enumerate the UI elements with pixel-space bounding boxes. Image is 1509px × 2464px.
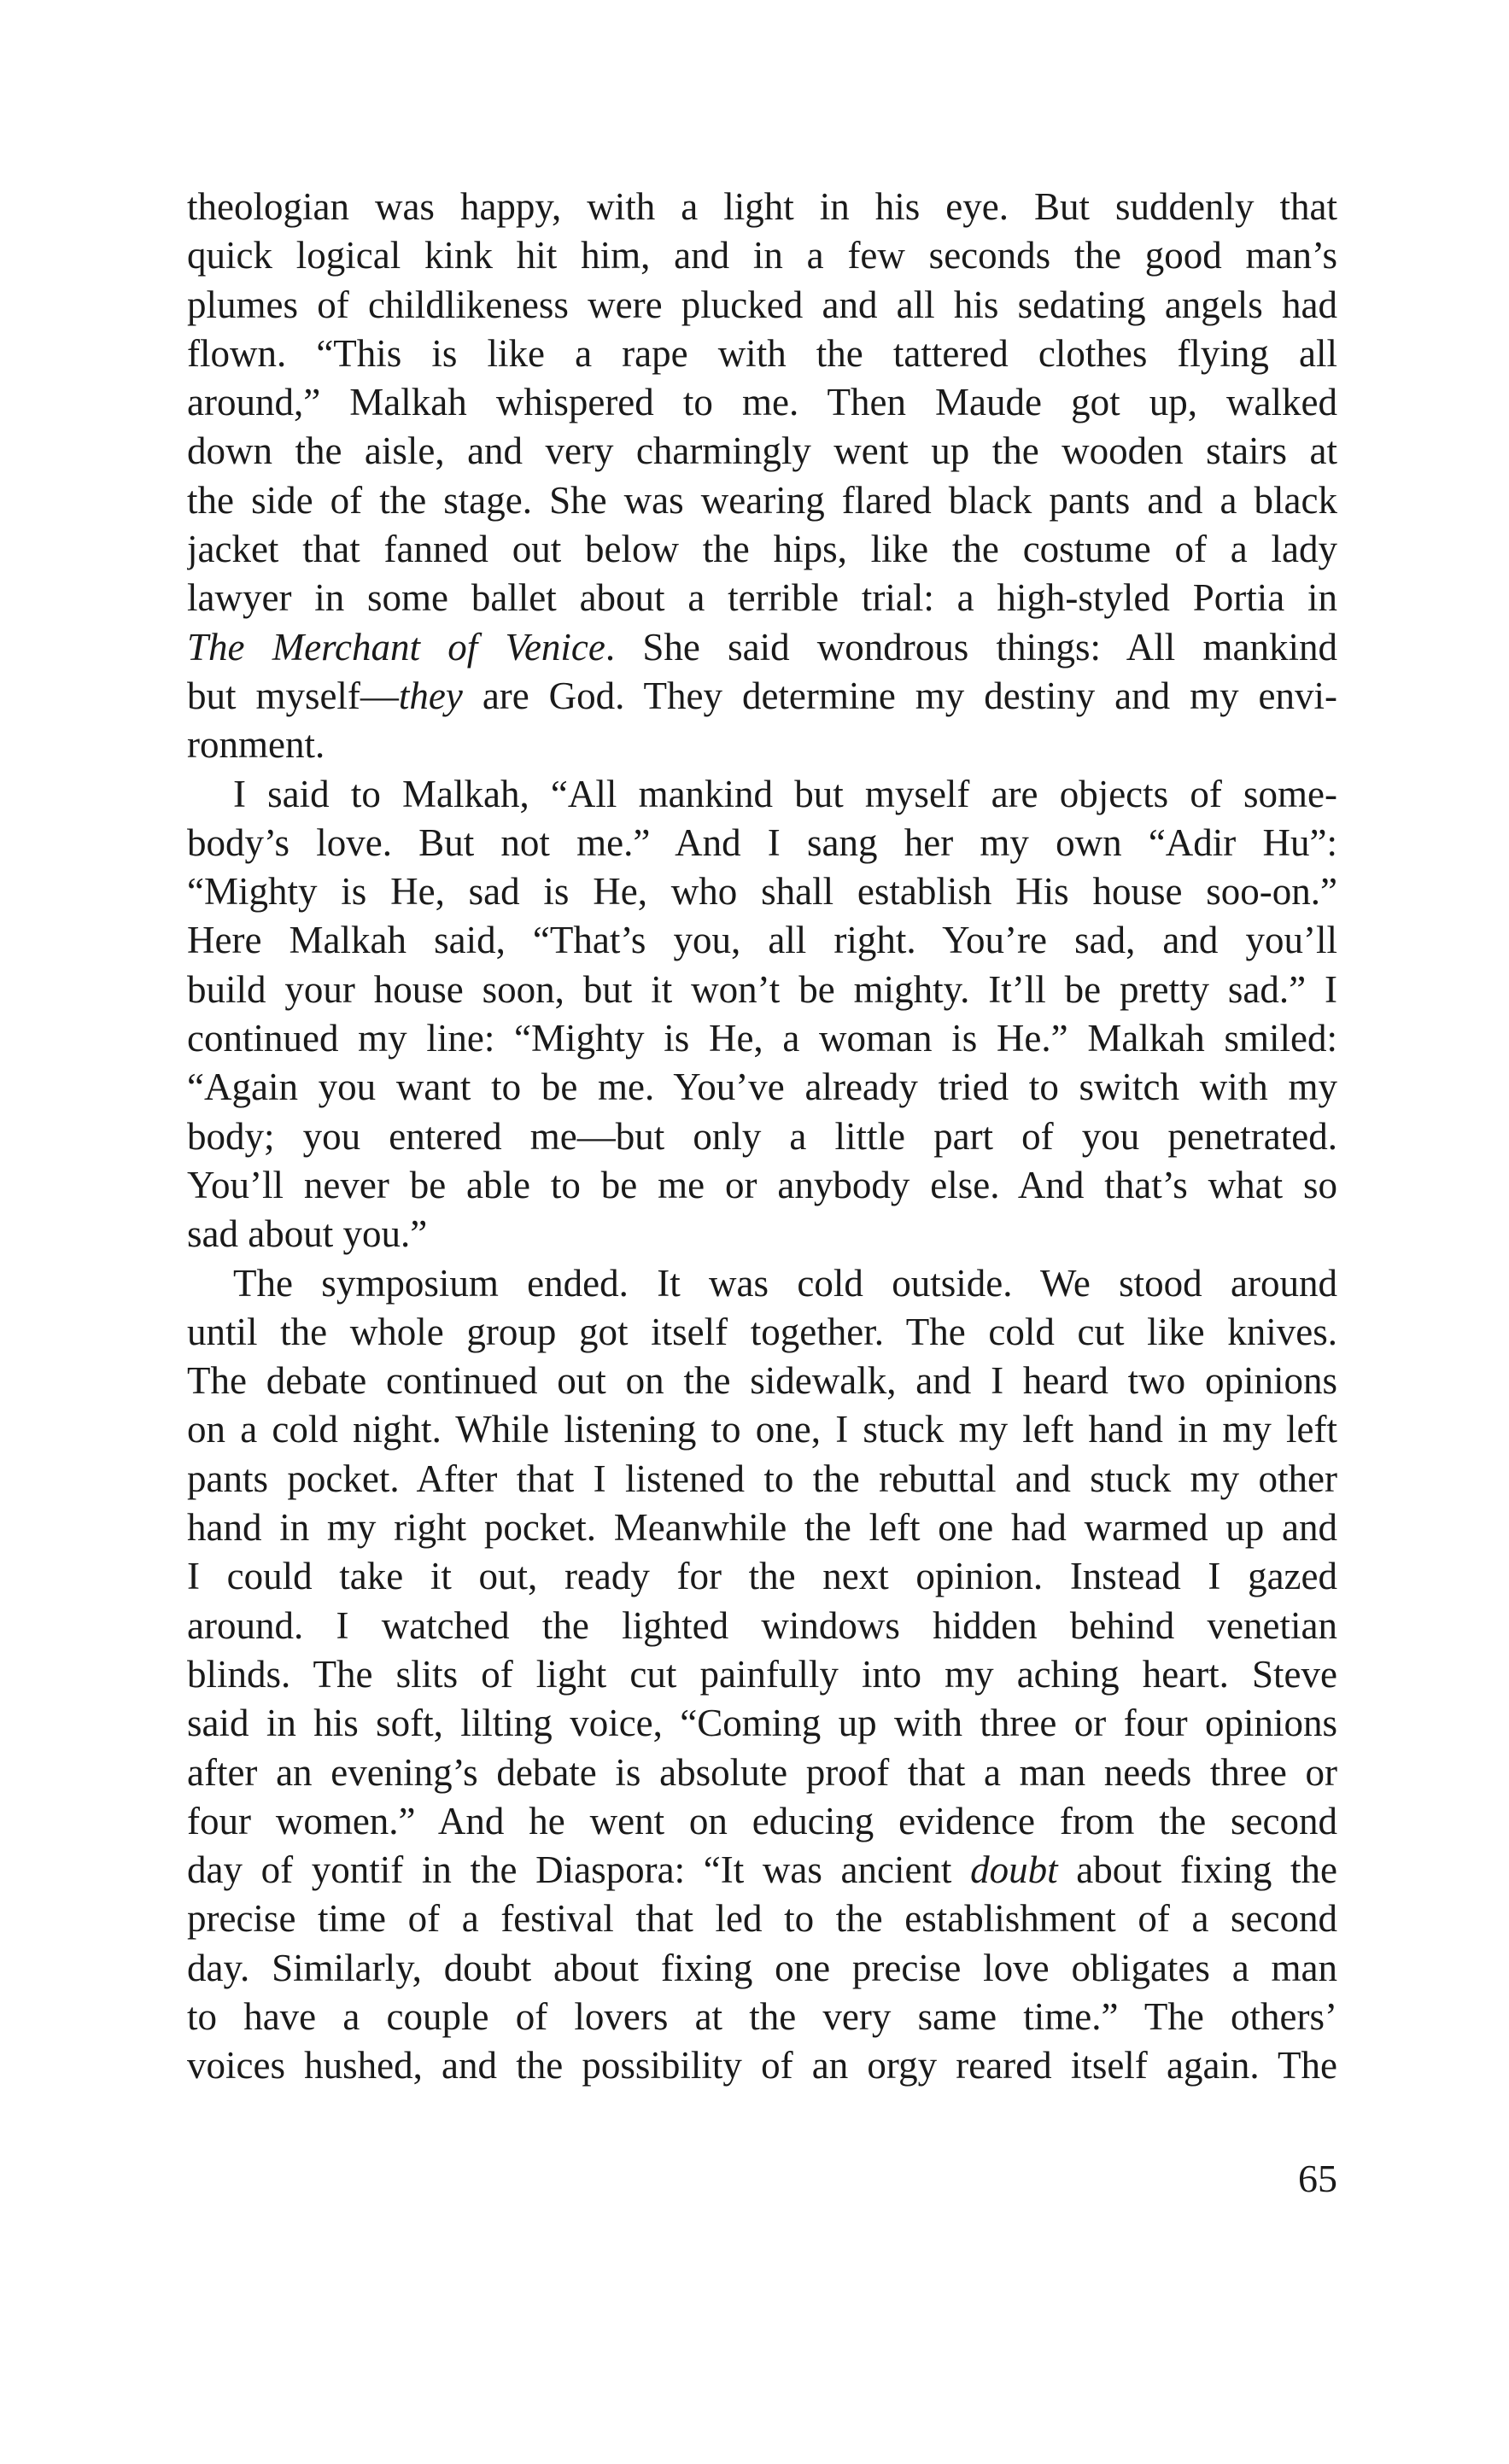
text-line: but myself—they are God. They determine my destiny and my envi- (187, 674, 1337, 717)
text-line: quick logical kink hit him, and in a few seconds the good man’s (187, 234, 1337, 277)
body-text (187, 183, 1337, 2091)
text-line: build your house soon, but it won’t be mighty. It’ll be pretty sad.” I (187, 967, 1337, 1011)
text-line: body; you entered me—but only a little part of you penetrated. (187, 1114, 1337, 1158)
text-line: continued my line: “Mighty is He, a woman is He.” Malkah smiled: (187, 1017, 1337, 1060)
text-line: The Merchant of Venice. She said wondrous things: All mankind (187, 625, 1337, 669)
text-line: flown. “This is like a rape with the tattered clothes flying all (187, 331, 1337, 375)
text-line: ronment. (187, 723, 325, 767)
text-line: day. Similarly, doubt about fixing one precise love obligates a man (187, 1946, 1337, 1989)
text-line: to have a couple of lovers at the very same time.” The others’ (187, 1994, 1337, 2038)
text-line: The symposium ended. It was cold outside. We stood around (233, 1261, 1337, 1305)
text-line: sad about you.” (187, 1212, 428, 1256)
text-line: jacket that fanned out below the hips, like the costume of a lady (187, 528, 1337, 571)
text-line: pants pocket. After that I listened to the rebuttal and stuck my other (187, 1457, 1337, 1500)
text-line: hand in my right pocket. Meanwhile the left one had warmed up and (187, 1506, 1337, 1550)
page-number: 65 (1298, 2157, 1337, 2200)
text-line: precise time of a festival that led to the establishment of a second (187, 1897, 1337, 1941)
text-line: after an evening’s debate is absolute proof that a man needs three or (187, 1750, 1337, 1794)
text-line: plumes of childlikeness were plucked and all his sedating angels had (187, 283, 1337, 326)
text-line: I said to Malkah, “All mankind but myself are objects of some- (233, 772, 1337, 815)
text-line: lawyer in some ballet about a terrible trial: a high-styled Portia in (187, 576, 1337, 620)
text-line: body’s love. But not me.” And I sang her my own “Adir Hu”: (187, 820, 1337, 864)
text-line: “Again you want to be me. You’ve already tried to switch with my (187, 1066, 1337, 1109)
text-line: blinds. The slits of light cut painfully into my aching heart. Steve (187, 1652, 1337, 1696)
text-line: voices hushed, and the possibility of an orgy reared itself again. The (187, 2044, 1337, 2087)
text-line: day of yontif in the Diaspora: “It was ancient doubt about fixing the (187, 1848, 1337, 1892)
text-line: said in his soft, lilting voice, “Coming up with three or four opinions (187, 1702, 1337, 1745)
text-line: until the whole group got itself together. The cold cut like knives. (187, 1310, 1337, 1353)
text-line: Here Malkah said, “That’s you, all right. You’re sad, and you’ll (187, 919, 1337, 962)
text-line: the side of the stage. She was wearing flared black pants and a black (187, 478, 1337, 522)
text-line: on a cold night. While listening to one, I stuck my left hand in my left (187, 1408, 1337, 1451)
text-line: around,” Malkah whispered to me. Then Maude got up, walked (187, 381, 1337, 424)
text-line: The debate continued out on the sidewalk, and I heard two opinions (187, 1359, 1337, 1403)
text-line: I could take it out, ready for the next opinion. Instead I gazed (187, 1555, 1337, 1598)
text-line: theologian was happy, with a light in his eye. But suddenly that (187, 185, 1337, 228)
text-line: You’ll never be able to be me or anybody else. And that’s what so (187, 1163, 1337, 1206)
text-line: four women.” And he went on educing evidence from the second (187, 1799, 1337, 1842)
text-line: down the aisle, and very charmingly went up the wooden stairs at (187, 429, 1337, 473)
text-line: “Mighty is He, sad is He, who shall establish His house soo-on.” (187, 870, 1337, 914)
text-line: around. I watched the lighted windows hidden behind venetian (187, 1603, 1337, 1647)
